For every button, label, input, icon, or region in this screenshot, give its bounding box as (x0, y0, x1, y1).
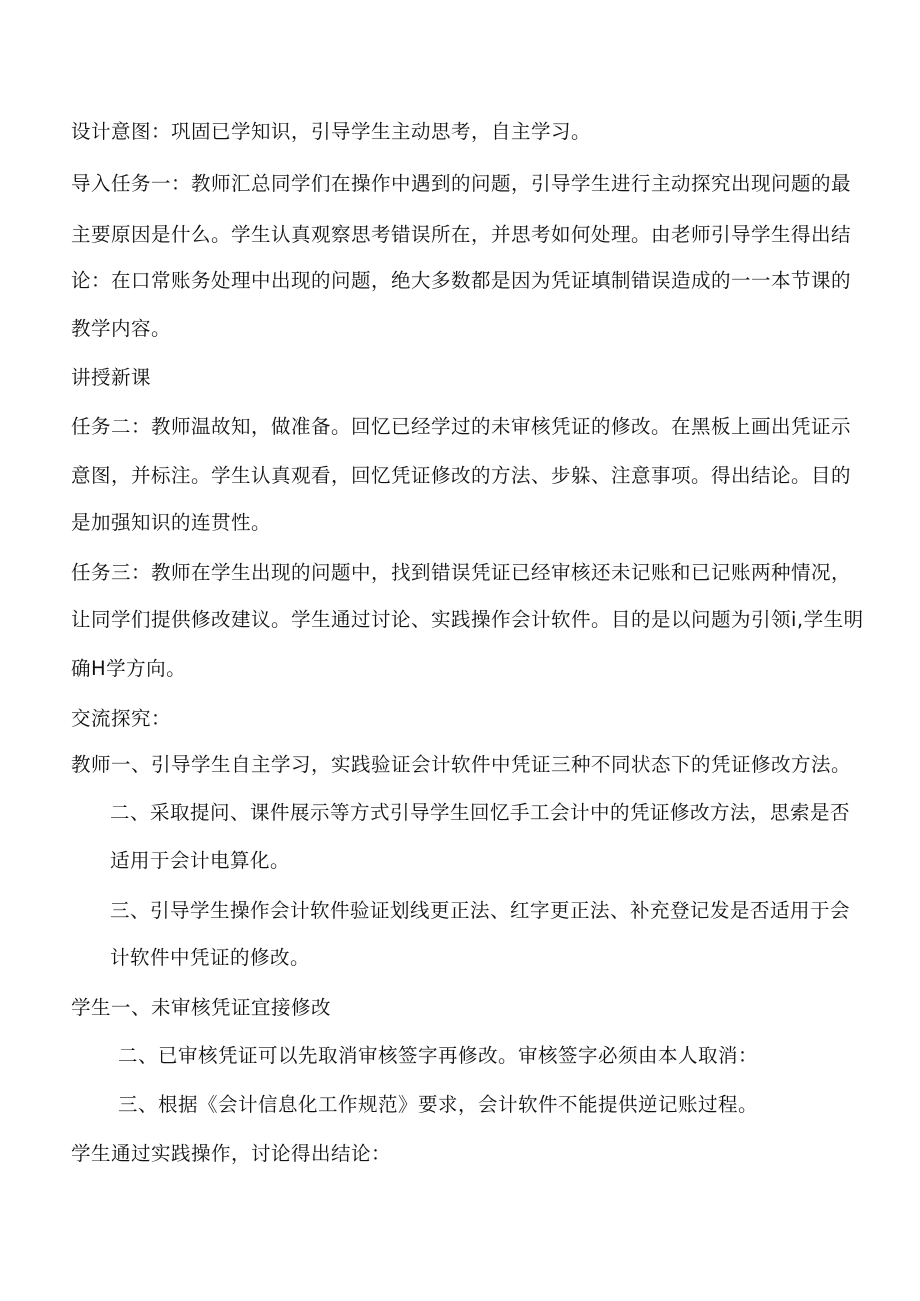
student-item-1: 学生一、未审核凭证宜接修改 (71, 996, 332, 1019)
section-heading-exchange: 交流探究： (71, 707, 172, 730)
teacher-item-1: 教师一、引导学生自主学习，实践验证会计软件中凭证三种不同状态下的凭证修改方法。 (71, 753, 852, 776)
task-one-line-4: 教学内容。 (71, 317, 172, 340)
task-three-line-2: 让同学们提供修改建议。学生通过讨论、实践操作会计软件。目的是以问题为引领i,学生明 (71, 608, 864, 631)
task-three-line-3: 确H学方向。 (71, 657, 187, 680)
teacher-item-2-line-1: 二、采取提问、课件展示等方式引导学生回忆手工会计中的凭证修改方法，思索是否 (110, 801, 851, 824)
task-two-line-2: 意图，并标注。学生认真观看，回忆凭证修改的方法、步躲、注意事项。得出结论。目的 (71, 464, 852, 487)
task-one-line-3: 论：在口常账务处理中出现的问题，绝大多数都是因为凭证填制错误造成的一一本节课的 (71, 269, 852, 292)
task-three-line-1: 任务三：教师在学生出现的问题中，找到错误凭证已经审核还未记账和已记账两种情况， (71, 561, 852, 584)
task-one-line-1: 导入任务一：教师汇总同学们在操作中遇到的问题，引导学生进行主动探究出现问题的最 (71, 172, 852, 195)
student-item-3: 三、根据《会计信息化工作规范》要求，会计软件不能提供逆记账过程。 (118, 1093, 759, 1116)
teacher-item-3-line-2: 计软件中凭证的修改。 (110, 946, 311, 969)
task-one-line-2: 主要原因是什么。学生认真观察思考错误所在，并思考如何处理。由老师引导学生得出结 (71, 223, 852, 246)
task-two-line-3: 是加强知识的连贯性。 (71, 511, 272, 534)
teacher-item-3-line-1: 三、引导学生操作会计软件验证划线更正法、红字更正法、补充登记发是否适用于会 (110, 899, 851, 922)
teacher-item-2-line-2: 适用于会计电算化。 (110, 849, 291, 872)
student-conclusion-line: 学生通过实践操作，讨论得出结论： (71, 1142, 392, 1165)
section-heading-new-lesson: 讲授新课 (71, 366, 152, 389)
design-intent-line: 设计意图：巩固已学知识，引导学生主动思考，自主学习。 (71, 120, 592, 143)
task-two-line-1: 任务二：教师温故知，做准备。回忆已经学过的未审核凭证的修改。在黑板上画出凭证示 (71, 415, 852, 438)
student-item-2: 二、已审核凭证可以先取消审核签字再修改。审核签字必须由本人取消： (118, 1044, 759, 1067)
